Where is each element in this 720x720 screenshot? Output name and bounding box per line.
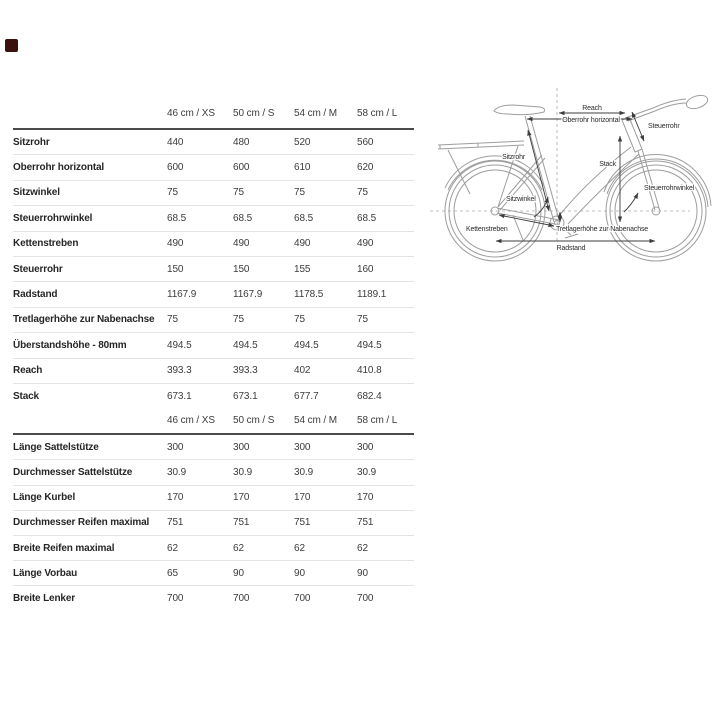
brand-logo-mark: [5, 39, 18, 52]
geometry-value-cell: 494.5: [294, 339, 319, 351]
size-column-header: 58 cm / L: [357, 108, 398, 119]
geometry-value-cell: 700: [167, 593, 184, 605]
geometry-value-cell: 170: [233, 492, 250, 504]
geometry-value-cell: 75: [233, 187, 244, 199]
geometry-row-label: Steuerrohrwinkel: [13, 212, 93, 224]
geometry-value-cell: 75: [357, 187, 368, 199]
geometry-value-cell: 62: [167, 542, 178, 554]
geometry-row: [13, 435, 414, 460]
rear-wheel: [445, 156, 545, 261]
geometry-value-cell: 75: [294, 314, 305, 326]
geometry-value-cell: 480: [233, 136, 250, 148]
geometry-value-cell: 1189.1: [357, 289, 387, 301]
diagram-label-sitzwinkel: Sitzwinkel: [506, 196, 536, 203]
geometry-value-cell: 700: [233, 593, 250, 605]
geometry-row-label: Reach: [13, 365, 43, 377]
diagram-label-steuerrohrwinkel: Steuerrohrwinkel: [644, 185, 695, 192]
seat-tube: [525, 116, 554, 222]
geometry-value-cell: 68.5: [233, 212, 253, 224]
geometry-value-cell: 490: [357, 238, 374, 250]
geometry-value-cell: 62: [233, 542, 244, 554]
geometry-value-cell: 30.9: [233, 467, 253, 479]
geometry-row-label: Länge Sattelstütze: [13, 441, 99, 453]
bike-geometry-diagram: [428, 78, 720, 264]
geometry-row: [13, 536, 414, 561]
dimension-arrows: [496, 112, 655, 241]
kettenstreben-arrow: [499, 215, 554, 226]
saddle: [494, 105, 545, 115]
geometry-row: [13, 384, 414, 408]
geometry-value-cell: 68.5: [294, 212, 314, 224]
geometry-value-cell: 68.5: [357, 212, 377, 224]
geometry-value-cell: 494.5: [357, 339, 382, 351]
geometry-value-cell: 1167.9: [233, 289, 263, 301]
geometry-row: [13, 257, 414, 282]
geometry-row: [13, 155, 414, 180]
diagram-label-reach: Reach: [582, 105, 602, 112]
geometry-value-cell: 300: [233, 441, 250, 453]
geometry-value-cell: 90: [357, 567, 368, 579]
steuerrohr-arrow: [632, 112, 644, 141]
geometry-value-cell: 751: [233, 517, 250, 529]
geometry-row-label: Stack: [13, 390, 39, 402]
geometry-row: [13, 586, 414, 610]
geometry-value-cell: 673.1: [167, 390, 192, 402]
diagram-label-oberrohr: Oberrohr horizontal: [562, 117, 620, 124]
geometry-value-cell: 300: [357, 441, 374, 453]
diagram-label-kettenstreben: Kettenstreben: [466, 226, 508, 233]
geometry-row-label: Länge Kurbel: [13, 492, 76, 504]
geometry-row-label: Durchmesser Sattelstütze: [13, 467, 133, 479]
geometry-value-cell: 393.3: [167, 365, 192, 377]
geometry-value-cell: 1178.5: [294, 289, 324, 301]
geometry-value-cell: 300: [167, 441, 184, 453]
geometry-value-cell: 75: [167, 314, 178, 326]
geometry-row-label: Radstand: [13, 289, 58, 301]
geometry-value-cell: 75: [294, 187, 305, 199]
geometry-value-cell: 751: [357, 517, 374, 529]
geometry-row: [13, 282, 414, 307]
geometry-row: [13, 181, 414, 206]
geometry-row: [13, 130, 414, 155]
geometry-row: [13, 460, 414, 485]
geometry-value-cell: 402: [294, 365, 311, 377]
geometry-value-cell: 30.9: [167, 467, 187, 479]
geometry-value-cell: 600: [167, 162, 184, 174]
geometry-row-label: Steuerrohr: [13, 263, 63, 275]
size-column-header: 54 cm / M: [294, 108, 337, 119]
head-tube: [622, 120, 635, 152]
geometry-row: [13, 206, 414, 231]
geometry-tables: [13, 99, 414, 611]
geometry-row: [13, 359, 414, 384]
size-header-row: [13, 408, 414, 435]
geometry-value-cell: 673.1: [233, 390, 258, 402]
geometry-value-cell: 620: [357, 162, 374, 174]
geometry-value-cell: 75: [167, 187, 178, 199]
geometry-value-cell: 440: [167, 136, 184, 148]
grip: [685, 93, 710, 111]
diagram-label-stack: Stack: [599, 161, 616, 168]
geometry-value-cell: 410.8: [357, 365, 382, 377]
geometry-value-cell: 490: [233, 238, 250, 250]
geometry-value-cell: 150: [167, 263, 184, 275]
geometry-value-cell: 682.4: [357, 390, 382, 402]
geometry-row: [13, 511, 414, 536]
geometry-value-cell: 560: [357, 136, 374, 148]
diagram-label-tretlagerhoehe: Tretlagerhöhe zur Nabenachse: [556, 226, 649, 233]
size-column-header: 46 cm / XS: [167, 415, 215, 427]
geometry-value-cell: 677.7: [294, 390, 319, 402]
geometry-value-cell: 1167.9: [167, 289, 197, 301]
geometry-value-cell: 62: [357, 542, 368, 554]
geometry-value-cell: 65: [167, 567, 178, 579]
pedal: [565, 234, 578, 238]
geometry-value-cell: 610: [294, 162, 311, 174]
geometry-row: [13, 333, 414, 358]
geometry-row-label: Sitzwinkel: [13, 187, 60, 199]
size-column-header: 54 cm / M: [294, 415, 337, 427]
geometry-value-cell: 700: [357, 593, 374, 605]
diagram-label-sitzrohr: Sitzrohr: [502, 154, 525, 161]
size-column-header: 58 cm / L: [357, 415, 398, 427]
diagram-label-radstand: Radstand: [556, 245, 586, 252]
size-header-row: [13, 99, 414, 130]
geometry-value-cell: 30.9: [294, 467, 314, 479]
chain-stay: [497, 208, 559, 220]
geometry-value-cell: 494.5: [167, 339, 192, 351]
geometry-row-label: Länge Vorbau: [13, 567, 78, 579]
geometry-value-cell: 75: [357, 314, 368, 326]
geometry-value-cell: 75: [233, 314, 244, 326]
components-section: [13, 408, 414, 610]
geometry-value-cell: 490: [167, 238, 184, 250]
geometry-value-cell: 490: [294, 238, 311, 250]
frame-geometry-section: [13, 99, 414, 408]
geometry-row-label: Sitzrohr: [13, 136, 50, 148]
geometry-row-label: Kettenstreben: [13, 238, 79, 250]
geometry-row-label: Tretlagerhöhe zur Nabenachse: [13, 314, 155, 326]
diagram-label-steuerrohr: Steuerrohr: [648, 123, 680, 130]
geometry-value-cell: 700: [294, 593, 311, 605]
geometry-value-cell: 600: [233, 162, 250, 174]
size-column-header: 50 cm / S: [233, 108, 275, 119]
geometry-value-cell: 170: [167, 492, 184, 504]
geometry-value-cell: 62: [294, 542, 305, 554]
size-column-header: 46 cm / XS: [167, 108, 215, 119]
geometry-row-label: Breite Reifen maximal: [13, 542, 115, 554]
geometry-value-cell: 393.3: [233, 365, 258, 377]
size-column-header: 50 cm / S: [233, 415, 275, 427]
geometry-value-cell: 300: [294, 441, 311, 453]
geometry-value-cell: 170: [357, 492, 374, 504]
geometry-value-cell: 68.5: [167, 212, 187, 224]
geometry-value-cell: 494.5: [233, 339, 258, 351]
geometry-row: [13, 561, 414, 586]
geometry-value-cell: 150: [233, 263, 250, 275]
steuerrohrwinkel-arc: [624, 193, 638, 212]
dimension-labels: [466, 105, 695, 252]
geometry-value-cell: 751: [167, 517, 184, 529]
geometry-value-cell: 90: [233, 567, 244, 579]
geometry-row: [13, 232, 414, 257]
geometry-value-cell: 30.9: [357, 467, 377, 479]
geometry-row-label: Oberrohr horizontal: [13, 162, 105, 174]
geometry-row-label: Überstandshöhe - 80mm: [13, 339, 127, 351]
geometry-row-label: Breite Lenker: [13, 593, 75, 605]
geometry-row: [13, 308, 414, 333]
geometry-value-cell: 170: [294, 492, 311, 504]
geometry-value-cell: 160: [357, 263, 374, 275]
geometry-value-cell: 520: [294, 136, 311, 148]
geometry-row: [13, 486, 414, 511]
geometry-value-cell: 90: [294, 567, 305, 579]
geometry-row-label: Durchmesser Reifen maximal: [13, 517, 150, 529]
geometry-value-cell: 155: [294, 263, 311, 275]
geometry-value-cell: 751: [294, 517, 311, 529]
